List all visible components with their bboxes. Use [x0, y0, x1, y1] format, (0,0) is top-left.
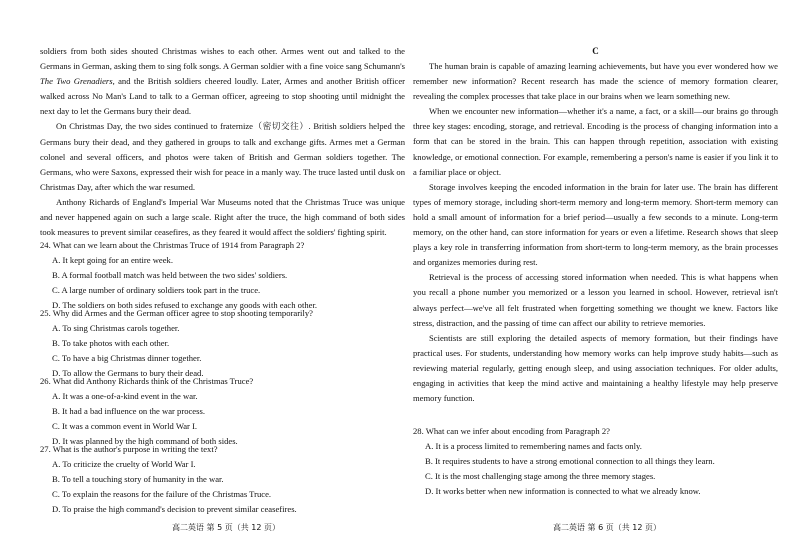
passage-paragraph: Retrieval is the process of accessing stored information when needed. This is what happens when you recall a phone number you memorized or a lesson you learned in school. However, retrieval isn't always perfect—we've all felt frustrated when forgetting something we thought we knew. Factors like stress, distraction, and the passing of time can affect our ability to retrieve memories.	[413, 272, 778, 328]
answer-option: D. To praise the high command's decision to prevent similar ceasefires.	[52, 504, 297, 515]
question-stem: 27. What is the author's purpose in writing the text?	[40, 444, 218, 454]
answer-option: B. It requires students to have a strong emotional connection to all things they learn.	[425, 456, 715, 467]
page-footer-left: 高二英语 第 5 页（共 12 页）	[172, 523, 280, 532]
question-stem: 28. What can we infer about encoding from Paragraph 2?	[413, 426, 610, 436]
answer-option: C. To have a big Christmas dinner together.	[52, 353, 202, 364]
section-title-c	[413, 44, 778, 59]
answer-option: A. It was a one-of-a-kind event in the war.	[52, 391, 198, 402]
left-passage	[40, 44, 405, 240]
answer-option: B. To take photos with each other.	[52, 338, 170, 349]
passage-paragraph: soldiers from both sides shouted Christmas wishes to each other. Armes went out and talked to the Germans in German, asking them to sing folk songs. A German soldier with a fine voice sang Schumann's The Two Grenadiers, and the British soldiers cheered loudly. Later, Armes and another British officer walked across No Man's Land to talk to a German officer, agreeing to stop shooting until midnight the next day to let the Germans bury their dead.	[40, 46, 406, 117]
question-25	[40, 306, 405, 381]
question-stem: 24. What can we learn about the Christmas Truce of 1914 from Paragraph 2?	[40, 240, 305, 250]
passage-paragraph: Storage involves keeping the encoded information in the brain for later use. The brain has different types of memory storage, including short-term memory and long-term memory. Short-term memory can hold a small amount of information for a brief period—usually a few seconds to a minute. Long-term memory, on the other hand, can store information for years or even a lifetime. Research shows that sleep plays a key role in transferring information from short-term to long-term memory, as the brain processes and organizes memories during rest.	[413, 181, 778, 268]
answer-option: B. A formal football match was held between the two sides' soldiers.	[52, 270, 288, 281]
passage-paragraph: Anthony Richards of England's Imperial War Museums noted that the Christmas Truce was unique and never happened again on such a large scale. Right after the truce, the high command of both sides took measures to prevent similar ceasefires, as they feared it would affect the soldiers' fighting spirit.	[40, 196, 405, 238]
question-stem: 26. What did Anthony Richards think of the Christmas Truce?	[40, 376, 254, 386]
answer-option: C. A large number of ordinary soldiers took part in the truce.	[52, 285, 261, 296]
answer-option: D. To allow the Germans to bury their dead.	[52, 368, 204, 379]
question-26	[40, 374, 405, 449]
answer-option: C. It is the most challenging stage among the three memory stages.	[425, 471, 656, 482]
answer-option: C. To explain the reasons for the failure of the Christmas Truce.	[52, 489, 272, 500]
page-footer-right: 高二英语 第 6 页（共 12 页）	[553, 523, 661, 532]
section-title: C	[592, 46, 599, 56]
answer-option: B. It had a bad influence on the war process.	[52, 406, 205, 417]
answer-option: D. The soldiers on both sides refused to exchange any goods with each other.	[52, 300, 317, 311]
answer-option: A. It is a process limited to remembering names and facts only.	[425, 441, 642, 452]
answer-option: B. To tell a touching story of humanity in the war.	[52, 474, 224, 485]
question-28	[413, 424, 778, 499]
answer-option: C. It was a common event in World War I.	[52, 421, 198, 432]
question-stem: 25. Why did Armes and the German officer agree to stop shooting temporarily?	[40, 308, 313, 318]
answer-option: D. It works better when new information is connected to what we already know.	[425, 486, 701, 497]
passage-paragraph: The human brain is capable of amazing learning achievements, but have you ever wondered how we remember new information? Recent research has made the science of memory formation clearer, revealing the complex processes that take place in our brains when we learn something new.	[413, 61, 778, 102]
passage-paragraph: On Christmas Day, the two sides continued to fraternize（密切交往）. British soldiers helped the Germans bury their dead, and they gathered in groups to talk and exchange gifts. Armes met a German colonel and several officers, and photos were taken of British and German soldiers together. The Germans, who were Saxons, expressed their wish for peace in a manly way. The truce lasted until dusk on Christmas Day, after which the war resumed.	[40, 121, 405, 192]
question-24	[40, 238, 405, 313]
answer-option: D. It was planned by the high command of both sides.	[52, 436, 238, 447]
passage-paragraph: Scientists are still exploring the detailed aspects of memory formation, but their findings have practical uses. For students, understanding how memory works can help improve study habits—such as reviewing material regularly, getting enough sleep, and using association techniques. For older adults, engaging in activities that keep the mind active and maintaining a healthy lifestyle may help preserve memory function.	[413, 332, 778, 404]
answer-option: A. To sing Christmas carols together.	[52, 323, 180, 334]
passage-paragraph: When we encounter new information—whether it's a name, a fact, or a skill—our brains go through three key stages: encoding, storage, and retrieval. Encoding is the process of changing information into a form that can be stored in the brain. This can happen through repetition, association with existing knowledge, or emotional connection. For example, remembering a person's name is easier if you link it to a familiar place or object.	[413, 106, 778, 177]
answer-option: A. It kept going for an entire week.	[52, 255, 173, 266]
answer-option: A. To criticize the cruelty of World War I.	[52, 459, 196, 470]
song-title: The Two Grenadiers	[40, 76, 113, 87]
question-27	[40, 442, 405, 517]
right-passage	[413, 59, 778, 406]
